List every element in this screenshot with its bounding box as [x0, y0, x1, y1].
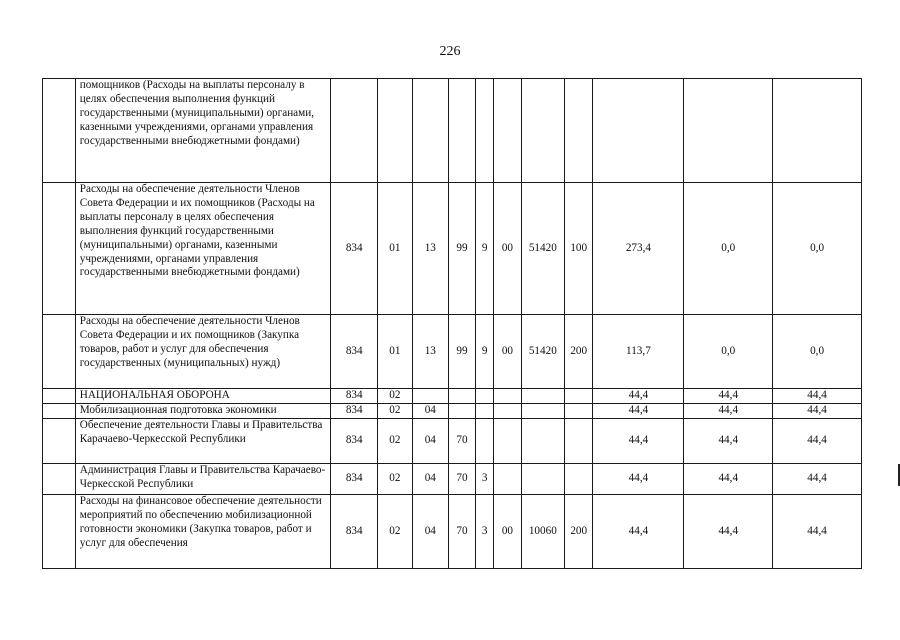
sum-year3-cell: 44,4	[773, 464, 862, 495]
sum-year1-cell: 44,4	[593, 464, 684, 495]
razdel-cell: 02	[377, 419, 412, 464]
table-row	[43, 183, 862, 315]
main-activity-cell: 00	[494, 183, 521, 315]
table-row	[43, 464, 862, 495]
sum-year1-cell: 273,4	[593, 183, 684, 315]
main-activity-cell	[494, 389, 521, 404]
table-row	[43, 404, 862, 419]
direction-cell: 51420	[521, 183, 564, 315]
razdel-cell	[377, 79, 412, 183]
budget-table	[42, 78, 862, 569]
sum-year1-cell: 113,7	[593, 315, 684, 389]
razdel-cell: 02	[377, 389, 412, 404]
main-activity-cell	[494, 419, 521, 464]
program-cell: 99	[448, 183, 475, 315]
sum-year3-cell: 44,4	[773, 389, 862, 404]
sum-year1-cell: 44,4	[593, 404, 684, 419]
expense-type-cell	[564, 79, 593, 183]
index-cell	[43, 419, 76, 464]
podrazdel-cell: 04	[412, 464, 448, 495]
podrazdel-cell: 04	[412, 419, 448, 464]
sum-year1-cell: 44,4	[593, 389, 684, 404]
expense-type-cell	[564, 464, 593, 495]
expense-type-cell	[564, 389, 593, 404]
main-activity-cell: 00	[494, 495, 521, 569]
sum-year1-cell	[593, 79, 684, 183]
sum-year1-cell: 44,4	[593, 419, 684, 464]
expense-type-cell	[564, 404, 593, 419]
program-cell: 70	[448, 495, 475, 569]
podrazdel-cell	[412, 79, 448, 183]
direction-cell	[521, 404, 564, 419]
direction-cell: 51420	[521, 315, 564, 389]
sum-year3-cell: 0,0	[773, 183, 862, 315]
index-cell	[43, 464, 76, 495]
table-row	[43, 389, 862, 404]
razdel-cell: 01	[377, 183, 412, 315]
podrazdel-cell: 04	[412, 404, 448, 419]
direction-cell	[521, 464, 564, 495]
vedomstvo-cell: 834	[331, 419, 377, 464]
sum-year2-cell: 0,0	[684, 183, 773, 315]
subprogram-cell	[476, 404, 494, 419]
direction-cell	[521, 419, 564, 464]
table-row	[43, 495, 862, 569]
sum-year1-cell: 44,4	[593, 495, 684, 569]
razdel-cell: 02	[377, 495, 412, 569]
sum-year2-cell: 44,4	[684, 495, 773, 569]
sum-year2-cell: 0,0	[684, 315, 773, 389]
vedomstvo-cell: 834	[331, 315, 377, 389]
description-cell: помощников (Расходы на выплаты персоналу в целях обеспечения выполнения функций государственными (муниципальными) органами, казенными учреждениями, органами управления государственными внебюджетными фондами)	[75, 79, 331, 183]
description-cell: Расходы на обеспечение деятельности Членов Совета Федерации и их помощников (Расходы на выплаты персоналу в целях обеспечения выполнения функций государственными (муниципальными) органами, казенными учреждениями, органами управления государственными внебюджетными фондами)	[75, 183, 331, 315]
subprogram-cell	[476, 419, 494, 464]
subprogram-cell: 3	[476, 464, 494, 495]
main-activity-cell	[494, 79, 521, 183]
program-cell: 99	[448, 315, 475, 389]
description-cell: Расходы на финансовое обеспечение деятельности мероприятий по обеспечению мобилизационной готовности экономики (Закупка товаров, работ и услуг для обеспечения	[75, 495, 331, 569]
sum-year2-cell: 44,4	[684, 419, 773, 464]
index-cell	[43, 389, 76, 404]
description-cell: Администрация Главы и Правительства Карачаево-Черкесской Республики	[75, 464, 331, 495]
podrazdel-cell: 13	[412, 315, 448, 389]
sum-year2-cell: 44,4	[684, 464, 773, 495]
description-cell: Обеспечение деятельности Главы и Правительства Карачаево-Черкесской Республики	[75, 419, 331, 464]
description-cell: Расходы на обеспечение деятельности Членов Совета Федерации и их помощников (Закупка товаров, работ и услуг для обеспечения государственных (муниципальных) нужд)	[75, 315, 331, 389]
sum-year3-cell: 44,4	[773, 404, 862, 419]
sum-year3-cell: 44,4	[773, 419, 862, 464]
index-cell	[43, 404, 76, 419]
vedomstvo-cell: 834	[331, 183, 377, 315]
main-activity-cell: 00	[494, 315, 521, 389]
program-cell	[448, 79, 475, 183]
vedomstvo-cell: 834	[331, 495, 377, 569]
sum-year3-cell: 0,0	[773, 315, 862, 389]
program-cell	[448, 404, 475, 419]
sum-year3-cell	[773, 79, 862, 183]
program-cell: 70	[448, 419, 475, 464]
subprogram-cell	[476, 79, 494, 183]
page-number: 226	[439, 44, 461, 59]
podrazdel-cell: 13	[412, 183, 448, 315]
direction-cell	[521, 389, 564, 404]
subprogram-cell: 9	[476, 315, 494, 389]
vedomstvo-cell: 834	[331, 404, 377, 419]
index-cell	[43, 183, 76, 315]
program-cell: 70	[448, 464, 475, 495]
main-activity-cell	[494, 464, 521, 495]
direction-cell: 10060	[521, 495, 564, 569]
expense-type-cell: 100	[564, 183, 593, 315]
sum-year2-cell: 44,4	[684, 404, 773, 419]
description-cell: НАЦИОНАЛЬНАЯ ОБОРОНА	[75, 389, 331, 404]
index-cell	[43, 79, 76, 183]
subprogram-cell: 9	[476, 183, 494, 315]
podrazdel-cell	[412, 389, 448, 404]
sum-year2-cell	[684, 79, 773, 183]
podrazdel-cell: 04	[412, 495, 448, 569]
index-cell	[43, 315, 76, 389]
subprogram-cell: 3	[476, 495, 494, 569]
subprogram-cell	[476, 389, 494, 404]
expense-type-cell: 200	[564, 495, 593, 569]
table-row	[43, 419, 862, 464]
vedomstvo-cell	[331, 79, 377, 183]
sum-year3-cell: 44,4	[773, 495, 862, 569]
table-row	[43, 315, 862, 389]
direction-cell	[521, 79, 564, 183]
razdel-cell: 01	[377, 315, 412, 389]
expense-type-cell: 200	[564, 315, 593, 389]
index-cell	[43, 495, 76, 569]
expense-type-cell	[564, 419, 593, 464]
razdel-cell: 02	[377, 404, 412, 419]
main-activity-cell	[494, 404, 521, 419]
razdel-cell: 02	[377, 464, 412, 495]
description-cell: Мобилизационная подготовка экономики	[75, 404, 331, 419]
table-row	[43, 79, 862, 183]
program-cell	[448, 389, 475, 404]
vedomstvo-cell: 834	[331, 389, 377, 404]
vedomstvo-cell: 834	[331, 464, 377, 495]
sum-year2-cell: 44,4	[684, 389, 773, 404]
